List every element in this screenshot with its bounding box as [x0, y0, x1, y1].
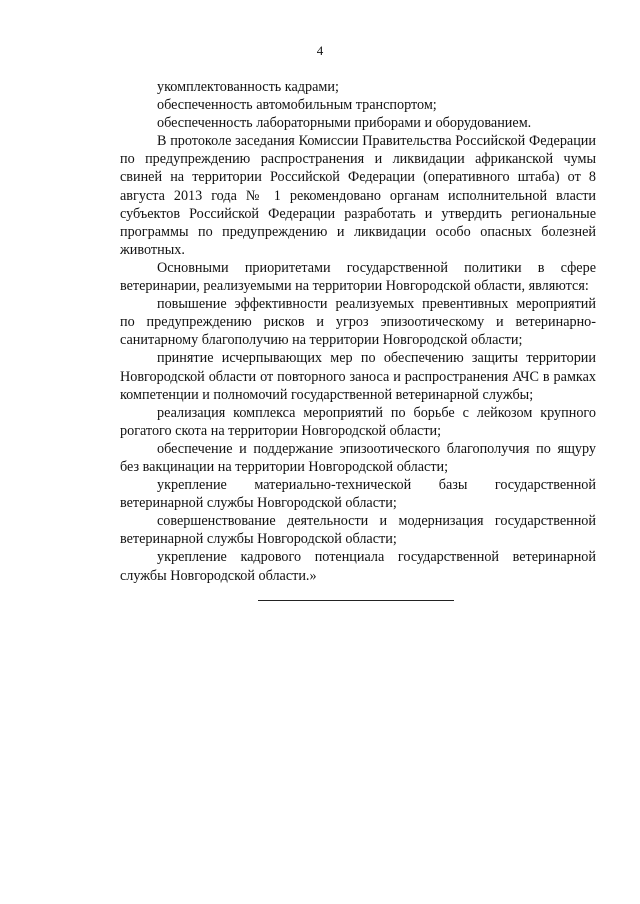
paragraph-priority-asf-protection: принятие исчерпывающих мер по обеспечению защиты территории Новгородской области от повторного заноса и распространения АЧС в рамках компетенции и полномочий государственной ветеринарной службы; [120, 350, 596, 403]
closing-rule [258, 600, 454, 601]
paragraph-transport: обеспеченность автомобильным транспортом; [157, 97, 437, 114]
paragraph-priority-fmd: обеспечение и поддержание эпизоотического благополучия по ящуру без вакцинации на территории Новгородской области; [120, 440, 596, 475]
document-body [120, 78, 596, 585]
paragraph-commission-protocol: В протоколе заседания Комиссии Правительства Российской Федерации по предупреждению распространения и ликвидации африканской чумы свиней на территории Российской Федерации (оперативного штаба) от 8 августа 2013 года № 1 рекомендовано органам исполнительной власти субъектов Российской Федерации разработать и утвердить региональные программы по предупреждению и ликвидации особо опасных болезней животных. [120, 133, 596, 258]
paragraph-lab-equipment: обеспеченность лабораторными приборами и оборудованием. [157, 115, 532, 132]
paragraph-priority-modernization: совершенствование деятельности и модернизация государственной ветеринарной службы Новгородской области; [120, 513, 596, 548]
paragraph-priority-material-base: укрепление материально-технической базы государственной ветеринарной службы Новгородской области; [120, 477, 596, 512]
paragraph-priority-personnel: укрепление кадрового потенциала государственной ветеринарной службы Новгородской области.» [120, 549, 596, 584]
paragraph-staffing: укомплектованность кадрами; [157, 79, 339, 95]
paragraph-priority-prevention: повышение эффективности реализуемых превентивных мероприятий по предупреждению рисков и угроз эпизоотическому и ветеринарно-санитарному благополучию на территории Новгородской области; [120, 296, 596, 349]
paragraph-priorities-intro: Основными приоритетами государственной политики в сфере ветеринарии, реализуемыми на территории Новгородской области, являются: [120, 259, 596, 295]
paragraph-priority-leukosis: реализация комплекса мероприятий по борьбе с лейкозом крупного рогатого скота на территории Новгородской области; [120, 404, 596, 439]
page-number: 4 [316, 43, 324, 58]
